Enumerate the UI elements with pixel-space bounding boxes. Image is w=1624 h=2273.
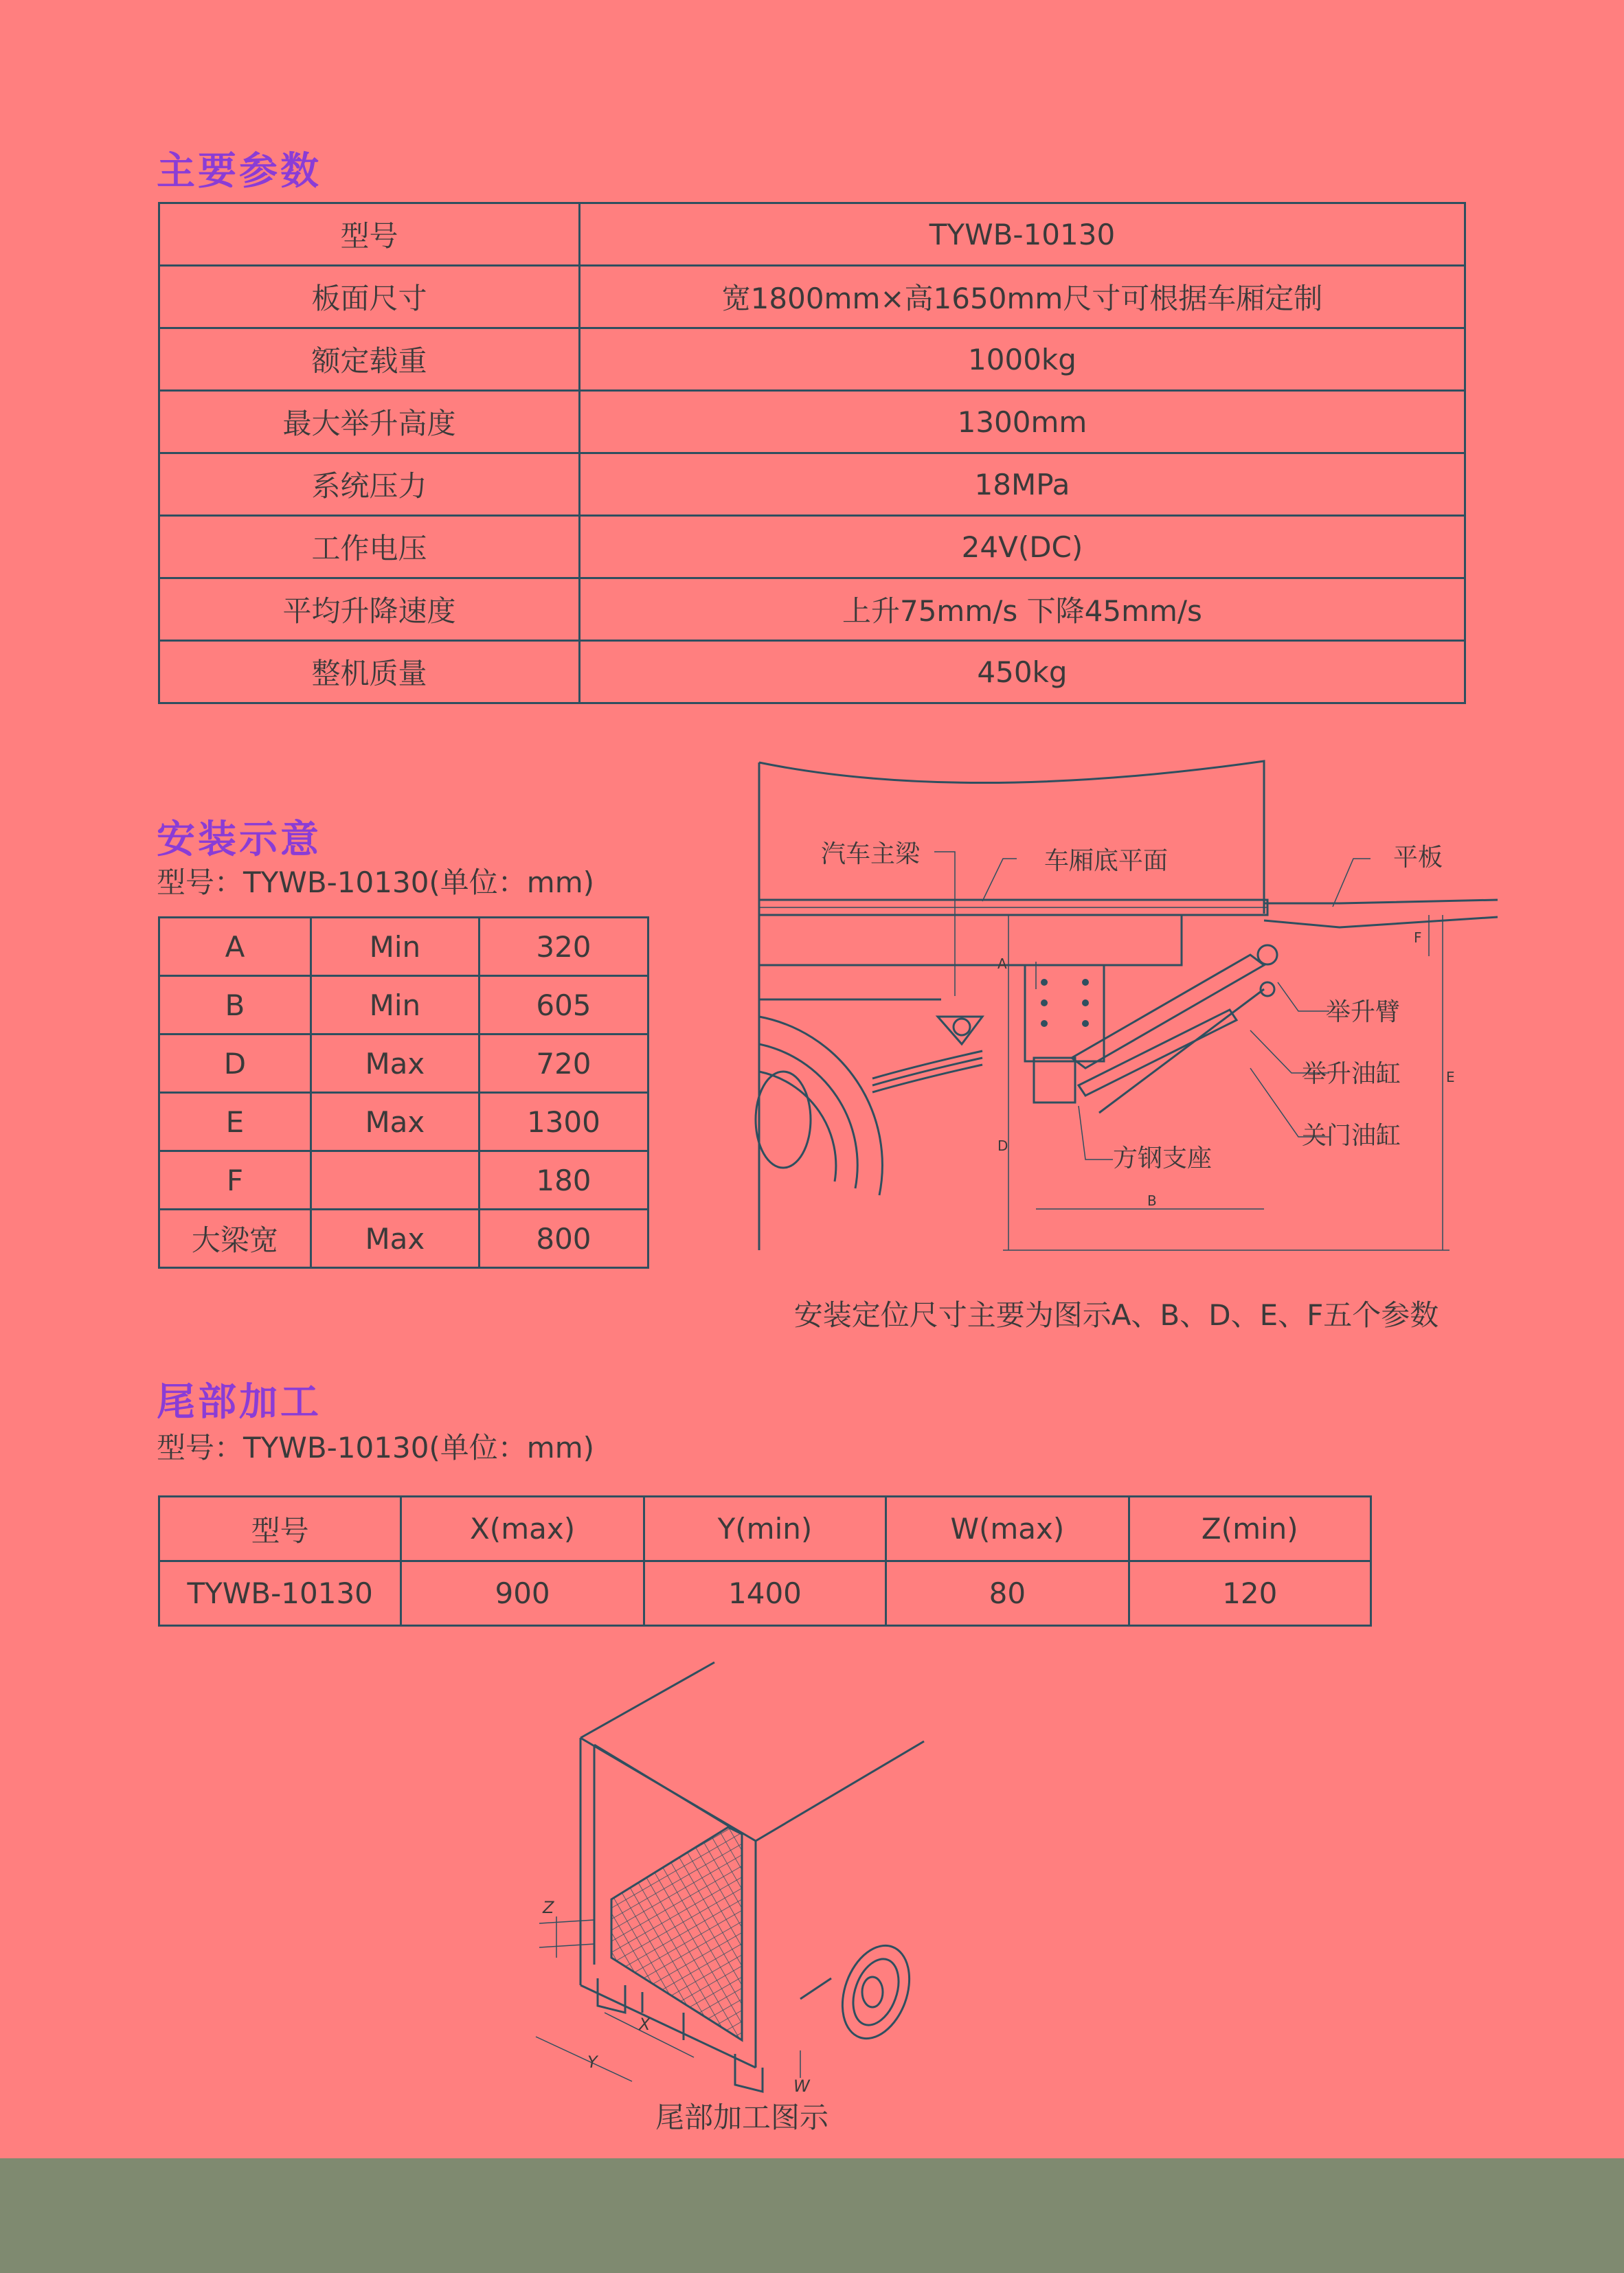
table-cell: 1400 bbox=[644, 1561, 886, 1626]
dim-label-y: Y bbox=[587, 2053, 598, 2072]
param-value: 1300 bbox=[479, 1093, 648, 1151]
param-value: TYWB-10130 bbox=[579, 203, 1465, 266]
installation-table bbox=[158, 916, 649, 1269]
param-value: 800 bbox=[479, 1210, 648, 1268]
table-row bbox=[159, 918, 649, 976]
param-name: A bbox=[159, 918, 311, 976]
dim-label-z: Z bbox=[543, 1898, 554, 1917]
rear-processing-caption: 尾部加工图示 bbox=[655, 2101, 828, 2134]
param-limit: Max bbox=[311, 1034, 479, 1093]
dim-label-x: X bbox=[639, 2015, 651, 2034]
leader-lines bbox=[934, 852, 1371, 1160]
param-label: 额定载重 bbox=[159, 328, 580, 391]
table-row bbox=[159, 641, 1465, 703]
table-row bbox=[159, 1034, 649, 1093]
param-value: 180 bbox=[479, 1151, 648, 1210]
table-row bbox=[159, 1093, 649, 1151]
param-value: 720 bbox=[479, 1034, 648, 1093]
param-limit: Max bbox=[311, 1093, 479, 1151]
column-header: W(max) bbox=[886, 1497, 1129, 1561]
table-row bbox=[159, 391, 1465, 453]
dim-label-b: B bbox=[1147, 1192, 1157, 1209]
param-name: D bbox=[159, 1034, 311, 1093]
column-header: X(max) bbox=[401, 1497, 644, 1561]
param-label: 平均升降速度 bbox=[159, 578, 580, 641]
lift-cylinder bbox=[1079, 1010, 1237, 1096]
table-cell: TYWB-10130 bbox=[159, 1561, 401, 1626]
table-header-row bbox=[159, 1497, 1371, 1561]
param-value: 宽1800mm×高1650mm尺寸可根据车厢定制 bbox=[579, 266, 1465, 328]
param-label: 工作电压 bbox=[159, 516, 580, 578]
param-label: 系统压力 bbox=[159, 453, 580, 516]
dim-label-a: A bbox=[997, 955, 1007, 972]
rear-processing-subtitle: 型号：TYWB-10130(单位：mm) bbox=[157, 1431, 595, 1465]
table-cell: 120 bbox=[1129, 1561, 1371, 1626]
table-row bbox=[159, 516, 1465, 578]
table-row bbox=[159, 1210, 649, 1268]
table-row bbox=[159, 203, 1465, 266]
hitch bbox=[938, 1017, 982, 1044]
section-title-main-params: 主要参数 bbox=[157, 149, 322, 194]
param-limit bbox=[311, 1151, 479, 1210]
label-bracket: 方钢支座 bbox=[1113, 1144, 1213, 1173]
table-cell: 900 bbox=[401, 1561, 644, 1626]
table-row bbox=[159, 328, 1465, 391]
section-title-installation: 安装示意 bbox=[157, 817, 322, 862]
param-name: 大梁宽 bbox=[159, 1210, 311, 1268]
param-label: 最大举升高度 bbox=[159, 391, 580, 453]
label-close-cylinder: 关门油缸 bbox=[1302, 1122, 1401, 1150]
param-value: 1000kg bbox=[579, 328, 1465, 391]
table-row bbox=[159, 1151, 649, 1210]
footer-band bbox=[0, 2158, 1624, 2273]
rear-processing-table bbox=[158, 1495, 1372, 1627]
param-value: 24V(DC) bbox=[579, 516, 1465, 578]
dim-label-w: W bbox=[793, 2077, 810, 2096]
param-limit: Max bbox=[311, 1210, 479, 1268]
main-params-table bbox=[158, 202, 1466, 704]
close-cylinder bbox=[1099, 989, 1264, 1113]
rear-processing-diagram bbox=[529, 1655, 955, 2102]
platform bbox=[1264, 900, 1498, 927]
rear-wheel bbox=[800, 1936, 921, 2048]
dim-label-f: F bbox=[1414, 929, 1422, 946]
leaf-spring bbox=[872, 1051, 982, 1092]
table-row bbox=[159, 1561, 1371, 1626]
param-label: 型号 bbox=[159, 203, 580, 266]
column-header: Z(min) bbox=[1129, 1497, 1371, 1561]
column-header: 型号 bbox=[159, 1497, 401, 1561]
label-lift-arm: 举升臂 bbox=[1326, 998, 1401, 1026]
installation-diagram bbox=[756, 756, 1498, 1264]
param-label: 板面尺寸 bbox=[159, 266, 580, 328]
label-lift-cylinder: 举升油缸 bbox=[1302, 1060, 1401, 1088]
bracket-bolts bbox=[1041, 979, 1089, 1027]
column-header: Y(min) bbox=[644, 1497, 886, 1561]
table-cell: 80 bbox=[886, 1561, 1129, 1626]
param-limit: Min bbox=[311, 918, 479, 976]
table-row bbox=[159, 453, 1465, 516]
section-title-rear-processing: 尾部加工 bbox=[157, 1380, 322, 1425]
dim-label-d: D bbox=[997, 1138, 1008, 1154]
cylinder-mount bbox=[1034, 1058, 1075, 1102]
param-value: 320 bbox=[479, 918, 648, 976]
wheel bbox=[756, 1017, 882, 1195]
installation-caption: 安装定位尺寸主要为图示A、B、D、E、F五个参数 bbox=[793, 1298, 1439, 1332]
param-name: F bbox=[159, 1151, 311, 1210]
table-row bbox=[159, 266, 1465, 328]
param-limit: Min bbox=[311, 976, 479, 1034]
table-row bbox=[159, 976, 649, 1034]
param-value: 450kg bbox=[579, 641, 1465, 703]
param-name: B bbox=[159, 976, 311, 1034]
label-floor: 车厢底平面 bbox=[1044, 847, 1169, 875]
table-row bbox=[159, 578, 1465, 641]
param-value: 1300mm bbox=[579, 391, 1465, 453]
label-chassis: 汽车主梁 bbox=[821, 840, 921, 868]
param-name: E bbox=[159, 1093, 311, 1151]
param-label: 整机质量 bbox=[159, 641, 580, 703]
chassis-frame bbox=[759, 915, 1182, 965]
dim-label-e: E bbox=[1446, 1069, 1455, 1085]
label-platform: 平板 bbox=[1393, 844, 1443, 872]
param-value: 上升75mm/s 下降45mm/s bbox=[579, 578, 1465, 641]
param-value: 605 bbox=[479, 976, 648, 1034]
param-value: 18MPa bbox=[579, 453, 1465, 516]
installation-subtitle: 型号：TYWB-10130(单位：mm) bbox=[157, 866, 595, 899]
